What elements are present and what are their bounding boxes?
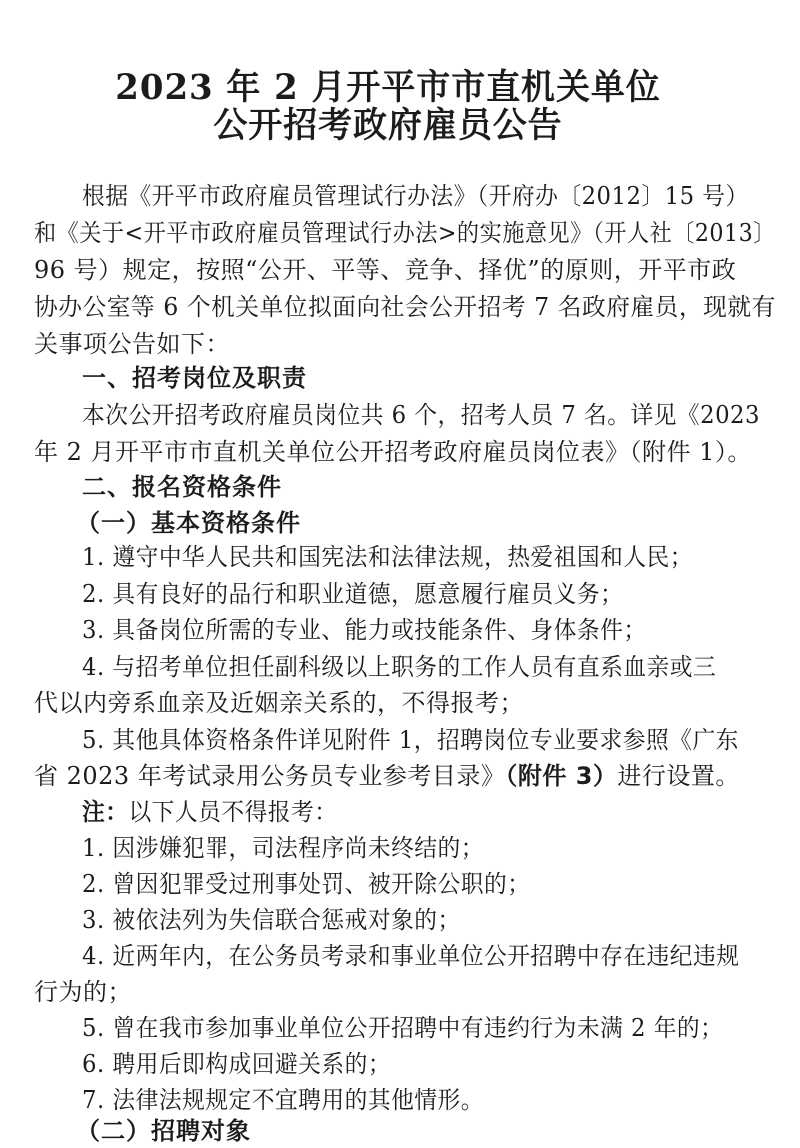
list-item: 3. 具备岗位所需的专业、能力或技能条件、身体条件； (82, 616, 647, 644)
section-heading: 二、报名资格条件 (82, 473, 282, 501)
list-item: 代以内旁系血亲及近姻亲关系的，不得报考； (34, 689, 524, 717)
list-item-text: 进行设置。 (617, 762, 740, 790)
list-item: 2. 具有良好的品行和职业道德，愿意履行雇员义务； (82, 580, 624, 608)
attachment-reference: （附件 3） (505, 762, 618, 790)
note-label: 注： (82, 798, 129, 826)
excluded-item: 3. 被依法列为失信联合惩戒对象的； (82, 906, 461, 934)
section-heading: 一、招考岗位及职责 (82, 364, 307, 392)
list-item-continuation (34, 761, 766, 791)
body-line: 年 2 月开平市市直机关单位公开招考政府雇员岗位表》（附件 1）。 (34, 438, 752, 466)
subsection-heading: （二）招聘对象 (76, 1117, 251, 1145)
list-item: 4. 与招考单位担任副科级以上职务的工作人员有直系血亲或三 (82, 653, 717, 681)
document-title-line-1: 2023 年 2 月开平市市直机关单位 (115, 67, 661, 108)
note-line (82, 797, 776, 827)
document-title-line-2: 公开招考政府雇员公告 (213, 105, 563, 146)
list-item: 5. 其他具体资格条件详见附件 1，招聘岗位专业要求参照《广东 (82, 726, 739, 754)
list-item: 1. 遵守中华人民共和国宪法和法律法规，热爱祖国和人民； (82, 543, 694, 571)
intro-line: 关事项公告如下： (34, 330, 230, 358)
note-text: 以下人员不得报考： (128, 798, 338, 826)
subsection-heading: （一）基本资格条件 (76, 509, 301, 537)
body-line: 本次公开招考政府雇员岗位共 6 个，招考人员 7 名。详见《2023 (82, 401, 760, 429)
intro-line: 96 号）规定，按照“公开、平等、竞争、择优”的原则，开平市政 (34, 256, 737, 284)
intro-line: 协办公室等 6 个机关单位拟面向社会公开招考 7 名政府雇员，现就有 (34, 293, 776, 321)
excluded-item: 6. 聘用后即构成回避关系的； (82, 1050, 392, 1078)
list-item-text: 省 2023 年考试录用公务员专业参考目录》 (34, 762, 506, 790)
excluded-item: 4. 近两年内，在公务员考录和事业单位公开招聘中存在违纪违规 (82, 942, 740, 970)
intro-line: 根据《开平市政府雇员管理试行办法》（开府办〔2012〕15 号） (82, 182, 749, 210)
excluded-item: 7. 法律法规规定不宜聘用的其他情形。 (82, 1086, 484, 1114)
intro-line: 和《关于<开平市政府雇员管理试行办法>的实施意见》（开人社〔2013〕 (34, 219, 776, 247)
excluded-item: 2. 曾因犯罪受过刑事处罚、被开除公职的； (82, 870, 531, 898)
excluded-item: 5. 曾在我市参加事业单位公开招聘中有违约行为未满 2 年的； (82, 1014, 724, 1042)
excluded-item: 行为的； (34, 978, 132, 1006)
excluded-item: 1. 因涉嫌犯罪，司法程序尚未终结的； (82, 834, 484, 862)
